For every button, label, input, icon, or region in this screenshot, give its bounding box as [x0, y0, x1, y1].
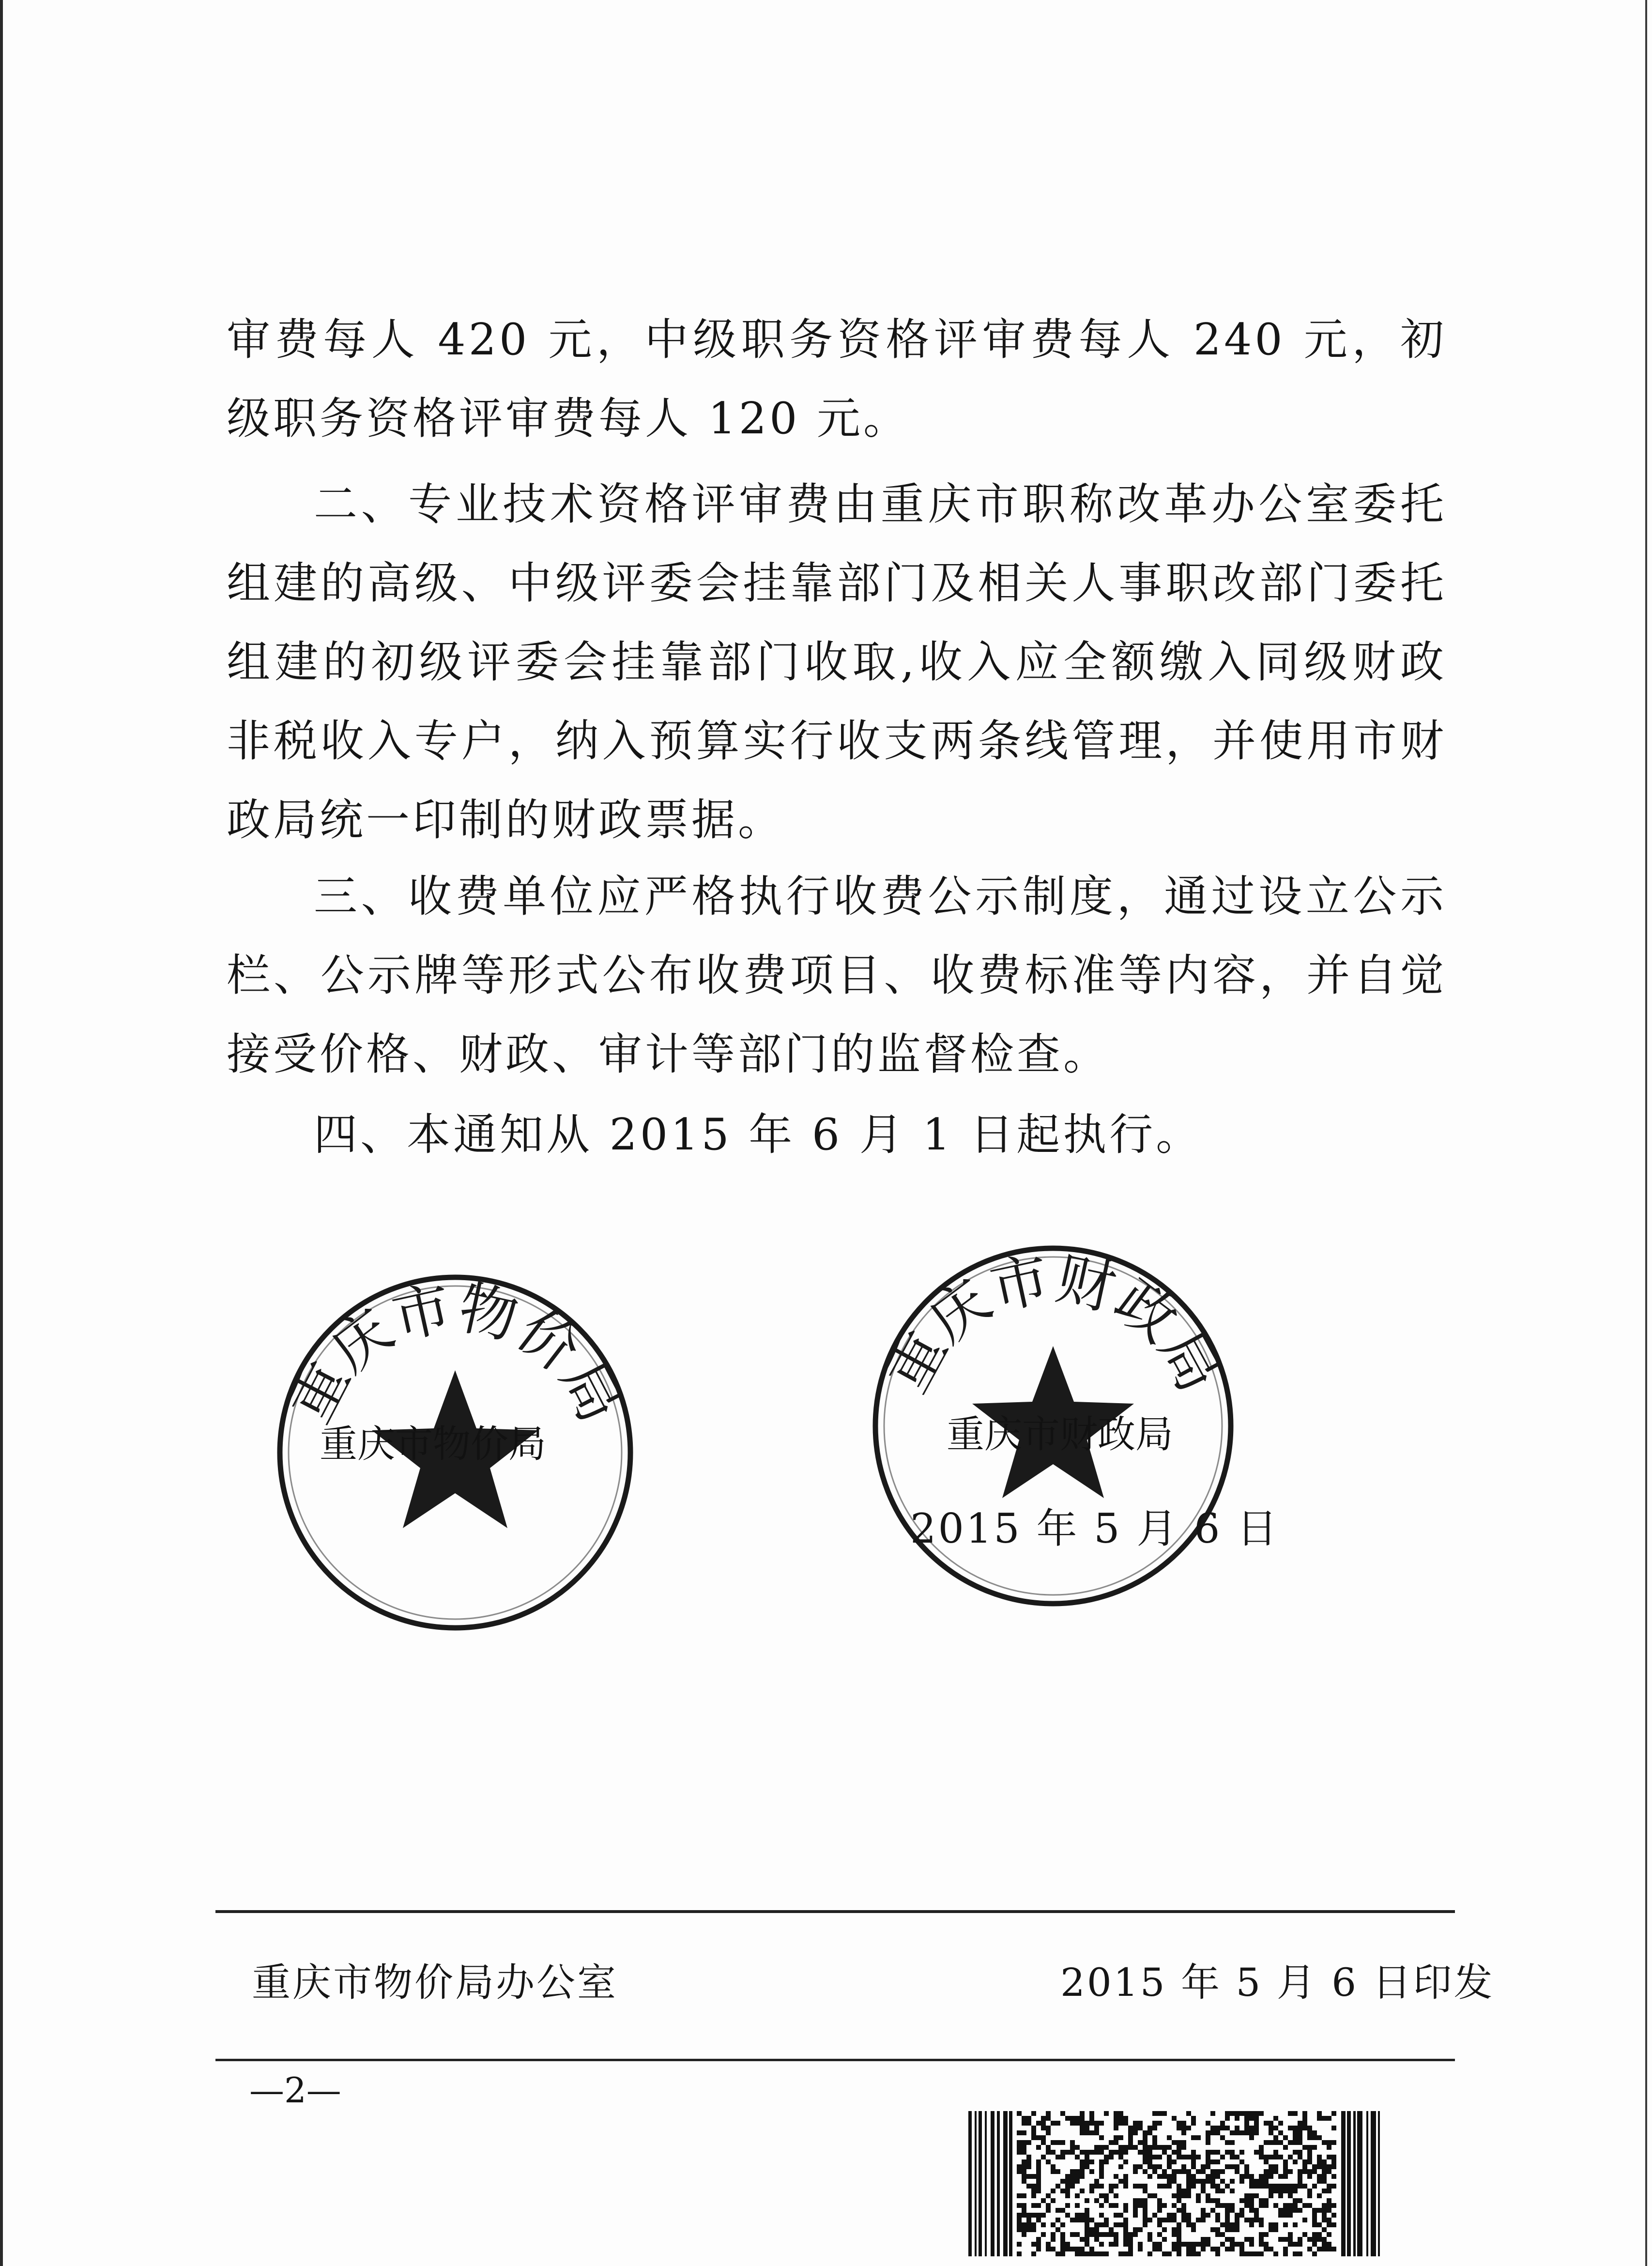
issue-date: 2015 年 5 月 6 日 [910, 1505, 1280, 1552]
scan-edge-right [1645, 0, 1647, 2266]
scan-edge-left [0, 0, 3, 2266]
finance-bureau-seal-label: 重庆市财政局 [947, 1413, 1174, 1456]
page-number: —2— [249, 2070, 341, 2111]
footer-rule-top [215, 1910, 1455, 1913]
footer-rule-bottom [215, 2059, 1455, 2061]
body-paragraph-4: 四、本通知从 2015 年 6 月 1 日起执行。 [314, 1109, 1203, 1160]
body-paragraph-2: 二、专业技术资格评审费由重庆市职称改革办公室委托组建的高级、中级评委会挂靠部门及相关人事职改部门委托组建的初级评委会挂靠部门收取,收入应全额缴入同级财政非税收入专户，纳入预算实行收支两条线管理，并使用市财政局统一印制的财政票据。 [227, 479, 1447, 845]
body-paragraph-1: 审费每人 420 元，中级职务资格评审费每人 240 元，初级职务资格评审费每人 120 元。 [227, 314, 1447, 444]
finance-bureau-seal-ring-text: 重庆市财政局 [873, 1245, 1233, 1403]
body-paragraph-3: 三、收费单位应严格执行收费公示制度，通过设立公示栏、公示牌等形式公布收费项目、收费标准等内容，并自觉接受价格、财政、审计等部门的监督检查。 [227, 871, 1447, 1080]
barcode-icon [968, 2111, 1380, 2256]
price-bureau-seal-label: 重庆市物价局 [320, 1423, 547, 1466]
footer-print-date: 2015 年 5 月 6 日印发 [1060, 1960, 1495, 2005]
price-bureau-seal-ring-text: 重庆市物价局 [276, 1274, 634, 1433]
footer-issuing-office: 重庆市物价局办公室 [252, 1960, 618, 2005]
